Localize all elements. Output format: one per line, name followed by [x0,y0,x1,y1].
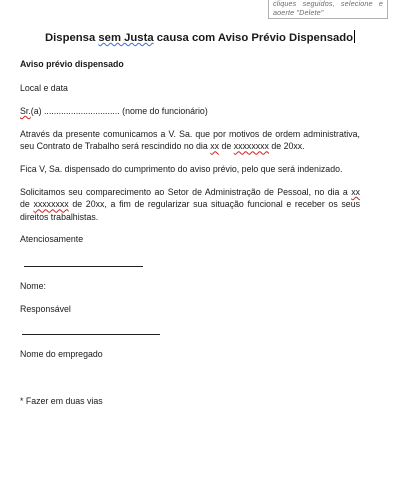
placeholder-month: xxxxxxxx [233,141,269,152]
responsible-label: Responsável [20,304,71,314]
paragraph-text: Solicitamos seu comparecimento ao Setor de Administração de Pessoal, no dia a [20,187,352,197]
title-part-1: Dispensa [45,32,99,44]
paragraph-text: de 20xx. [268,141,305,152]
salutation-abbr: Sr. [20,106,31,116]
placeholder-month: xxxxxxxx [33,199,69,210]
tooltip-text: cliques seguidos, selecione e aoerte "Delete" [273,0,383,17]
closing-line: Atenciosamente [20,234,84,244]
instruction-tooltip [268,0,388,19]
title-underlined-phrase: sem Justa [98,32,154,44]
paragraph-attendance [20,186,360,223]
document-title[interactable] [45,30,354,44]
employee-signature-line [22,334,160,335]
section-heading: Aviso prévio dispensado [20,59,124,69]
salutation-line [20,105,360,117]
paragraph-indemnity: Fica V, Sa. dispensado do cumprimento do aviso prévio, pelo que será indenizado. [20,164,343,174]
place-date-line: Local e data [20,83,68,93]
placeholder-day: xx [210,141,220,152]
paragraph-text: Através da presente comunicamos a V. Sa. que por motivos de ordem administrativa, seu Contrato de Trabalho será rescindido no dia [20,129,360,152]
salutation-rest: (a) ............................... (nome do funcionário) [30,106,208,116]
title-part-2: causa com Aviso Prévio Dispensado [153,32,354,44]
paragraph-text: de [219,141,234,152]
employee-name-label: Nome do empregado [20,349,103,359]
placeholder-day: xx [351,187,360,197]
signature-line [24,266,143,267]
paragraph-termination [20,128,360,153]
footnote: * Fazer em duas vias [20,396,103,406]
text-cursor [354,30,355,43]
name-label: Nome: [20,281,46,291]
paragraph-text: de [20,199,34,210]
paragraph-text: de 20xx, a fim de regularizar sua situação funcional e receber os seus direitos trabalhistas. [20,199,360,222]
